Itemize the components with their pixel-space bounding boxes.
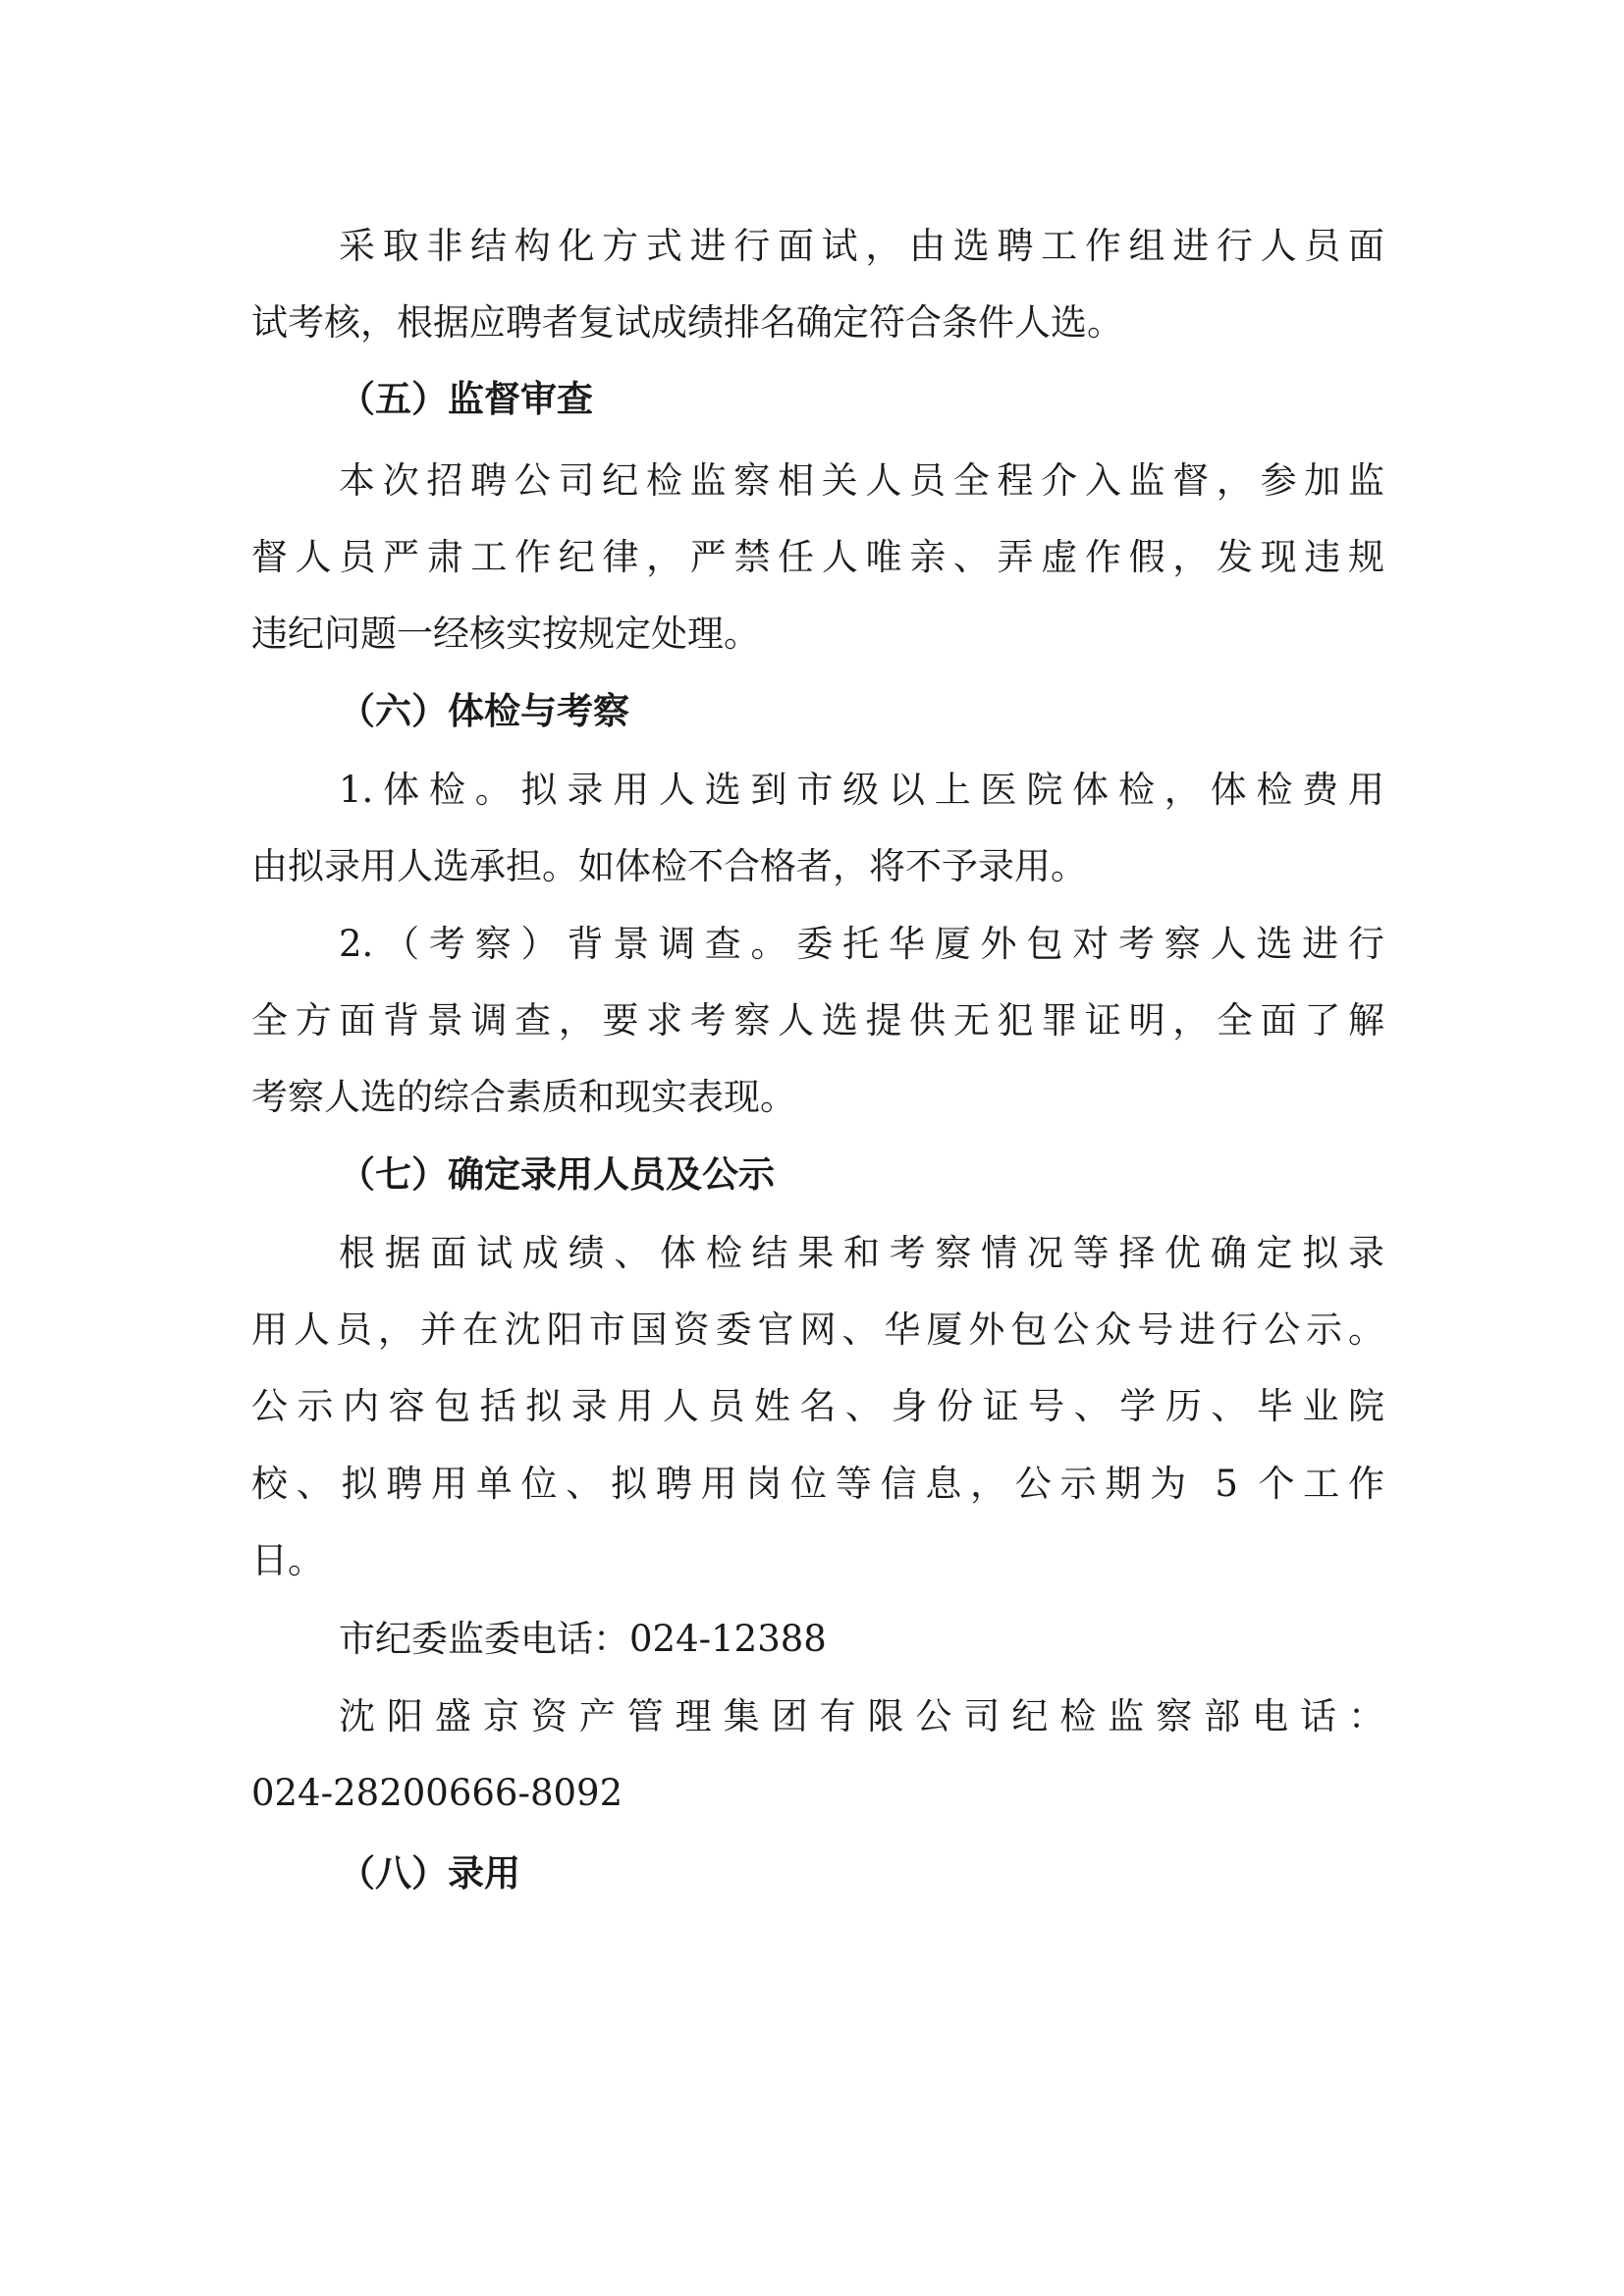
paragraph-line: 采取非结构化方式进行面试，由选聘工作组进行人员面 [339, 225, 1384, 267]
paragraph-line: 违纪问题一经核实按规定处理。 [251, 613, 760, 655]
paragraph-line: 考察人选的综合素质和现实表现。 [251, 1076, 796, 1118]
paragraph-line: 2.（考察）背景调查。委托华厦外包对考察人选进行 [339, 923, 1384, 965]
section-heading: （六）体检与考察 [339, 690, 629, 732]
paragraph-line: 根据面试成绩、体检结果和考察情况等择优确定拟录 [339, 1232, 1384, 1274]
contact-line: 沈阳盛京资产管理集团有限公司纪检监察部电话： [339, 1695, 1384, 1737]
paragraph-line: 由拟录用人选承担。如体检不合格者，将不予录用。 [251, 845, 1087, 887]
paragraph-line: 公示内容包括拟录用人员姓名、身份证号、学历、毕业院 [251, 1385, 1384, 1427]
paragraph-line: 督人员严肃工作纪律，严禁任人唯亲、弄虚作假，发现违规 [251, 536, 1384, 578]
paragraph-line: 日。 [251, 1539, 324, 1581]
section-heading: （七）确定录用人员及公示 [339, 1153, 775, 1196]
paragraph-line: 校、拟聘用单位、拟聘用岗位等信息，公示期为 5 个工作 [251, 1463, 1384, 1505]
paragraph-line: 试考核，根据应聘者复试成绩排名确定符合条件人选。 [251, 301, 1123, 344]
section-heading: （五）监督审查 [339, 378, 593, 420]
paragraph-line: 用人员，并在沈阳市国资委官网、华厦外包公众号进行公示。 [251, 1308, 1384, 1351]
paragraph-line: 1.体检。拟录用人选到市级以上医院体检，体检费用 [339, 769, 1384, 811]
contact-line: 024-28200666-8092 [251, 1772, 623, 1814]
section-heading: （八）录用 [339, 1852, 520, 1895]
contact-line: 市纪委监委电话：024-12388 [339, 1618, 827, 1660]
paragraph-line: 本次招聘公司纪检监察相关人员全程介入监督，参加监 [339, 459, 1384, 502]
paragraph-line: 全方面背景调查，要求考察人选提供无犯罪证明，全面了解 [251, 999, 1384, 1041]
